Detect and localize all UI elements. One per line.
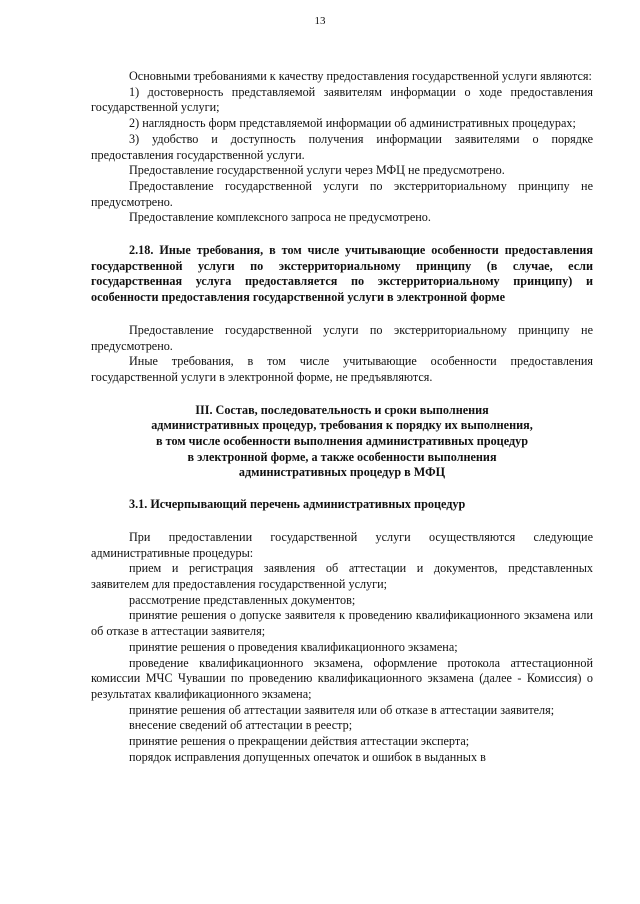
section-title-line: III. Состав, последовательность и сроки выполнения <box>195 402 489 417</box>
section-title-line: в том числе особенности выполнения административных процедур <box>155 434 528 449</box>
list-item: внесение сведений об аттестации в реестр; <box>129 718 353 733</box>
list-item: принятие решения о проведения квалификационного экзамена; <box>129 639 458 654</box>
list-item: проведение квалификационного экзамена, оформление протокола аттестационной комиссии МЧС Чувашии по проведению квалификационного экзамена (далее - Комиссия) о результатах квалификационного экзамена; <box>91 655 593 701</box>
paragraph: Основными требованиями к качеству предоставления государственной услуги являются: <box>129 69 592 83</box>
paragraph: Предоставление государственной услуги по экстерриториальному принципу не предусмотрено. <box>91 178 593 209</box>
section-title-line: административных процедур, требования к порядку их выполнения, <box>151 418 533 433</box>
subsection-heading: 3.1. Исчерпывающий перечень административных процедур <box>129 497 466 512</box>
paragraph: Предоставление государственной услуги по экстерриториальному принципу не предусмотрено. <box>91 322 593 353</box>
list-item: прием и регистрация заявления об аттестации и документов, представленных заявителем для предоставления государственной услуги; <box>91 561 593 591</box>
list-item: рассмотрение представленных документов; <box>129 592 356 607</box>
paragraph: Иные требования, в том числе учитывающие особенности предоставления государственной услуги в электронной форме, не предъявляются. <box>91 354 593 384</box>
list-item: 3) удобство и доступность получения информации заявителями о порядке предоставления государственной услуги. <box>91 131 593 162</box>
document-body <box>91 69 593 765</box>
list-item: принятие решения о допуске заявителя к проведению квалификационного экзамена или об отказе в аттестации заявителя; <box>91 608 593 639</box>
paragraph: При предоставлении государственной услуги осуществляются следующие административные процедуры: <box>91 529 593 560</box>
paragraph: Предоставление государственной услуги через МФЦ не предусмотрено. <box>129 163 505 178</box>
list-item: 1) достоверность представляемой заявителям информации о ходе предоставления государственной услуги; <box>91 84 593 115</box>
list-item: порядок исправления допущенных опечаток и ошибок в выданных в <box>129 749 486 764</box>
section-title-line: в электронной форме, а также особенности выполнения <box>187 449 497 464</box>
list-item: принятие решения о прекращении действия аттестации эксперта; <box>129 734 470 749</box>
list-item: принятие решения об аттестации заявителя или об отказе в аттестации заявителя; <box>129 702 555 717</box>
section-title-line: административных процедур в МФЦ <box>238 465 446 480</box>
page-number: 13 <box>314 15 326 27</box>
list-item: 2) наглядность форм представляемой информации об административных процедурах; <box>129 116 576 131</box>
subsection-heading: 2.18. Иные требования, в том числе учитывающие особенности предоставления государственной услуги по экстерриториальному принципу (в случае, если государственная услуга предоставляется по экстерриториальному принципу) и особенности предоставления государственной услуги в электронной форме <box>91 243 593 305</box>
paragraph: Предоставление комплексного запроса не предусмотрено. <box>129 210 431 225</box>
